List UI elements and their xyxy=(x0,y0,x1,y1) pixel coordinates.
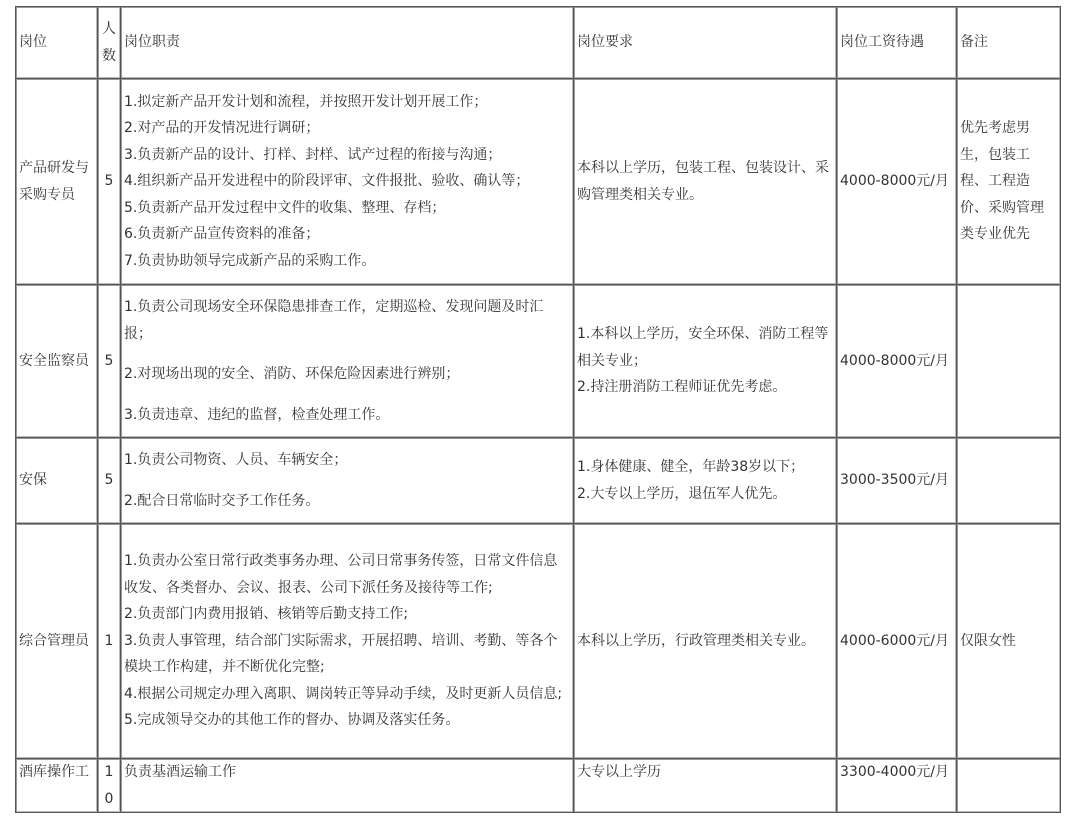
header-remarks: 备注 xyxy=(957,7,1061,79)
salary-cell: 3000-3500元/月 xyxy=(837,438,957,524)
duty-item: 5.完成领导交办的其他工作的督办、协调及落实任务。 xyxy=(124,712,460,729)
duties-cell xyxy=(121,438,574,524)
duty-item: 负责基酒运输工作 xyxy=(124,764,236,780)
requirement-item: 1.本科以上学历，安全环保、消防工程等相关专业； xyxy=(577,326,829,369)
header-position: 岗位 xyxy=(16,7,98,79)
position-cell: 产品研发与采购专员 xyxy=(16,79,98,285)
duty-item: 3.负责新产品的设计、打样、封样、试产过程的衔接与沟通； xyxy=(124,146,502,163)
table-row xyxy=(16,759,1061,813)
header-count: 人数 xyxy=(98,7,121,79)
duty-item: 2.对现场出现的安全、消防、环保危险因素进行辨别； xyxy=(124,366,460,382)
duty-item: 3.负责违章、违纪的监督，检查处理工作。 xyxy=(124,406,390,423)
requirements-cell xyxy=(574,524,837,759)
count-cell: 10 xyxy=(98,759,121,813)
requirements-cell xyxy=(574,759,837,813)
position-cell: 安保 xyxy=(16,438,98,524)
requirement-item: 1.身体健康、健全，年龄38岁以下； xyxy=(577,459,805,475)
duty-item: 2.负责部门内费用报销、核销等后勤支持工作; xyxy=(124,606,409,623)
position-cell: 综合管理员 xyxy=(16,524,98,759)
count-cell: 5 xyxy=(98,79,121,285)
requirements-cell xyxy=(574,285,837,438)
duty-item: 1.负责办公室日常行政类事务办理、公司日常事务传签，日常文件信息收发、各类督办、会议、报表、公司下派任务及接待等工作; xyxy=(124,553,558,596)
salary-cell: 4000-8000元/月 xyxy=(837,79,957,285)
duty-item: 1.负责公司物资、人员、车辆安全； xyxy=(124,452,348,468)
duties-cell xyxy=(121,524,574,759)
duty-item: 7.负责协助领导完成新产品的采购工作。 xyxy=(124,252,376,269)
duties-cell xyxy=(121,285,574,438)
table-row xyxy=(16,79,1061,285)
duties-cell xyxy=(121,79,574,285)
position-cell: 安全监察员 xyxy=(16,285,98,438)
table-row xyxy=(16,438,1061,524)
duty-item: 4.根据公司规定办理入离职、调岗转正等异动手续，及时更新人员信息; xyxy=(124,685,563,702)
duty-item: 2.配合日常临时交予工作任务。 xyxy=(124,492,320,509)
position-cell: 酒库操作工 xyxy=(16,759,98,813)
remarks-cell: 仅限女性 xyxy=(957,524,1061,759)
duty-item: 6.负责新产品宣传资料的准备； xyxy=(124,226,320,243)
duties-cell xyxy=(121,759,574,813)
table-row xyxy=(16,524,1061,759)
salary-cell: 4000-8000元/月 xyxy=(837,285,957,438)
header-duties: 岗位职责 xyxy=(121,7,574,79)
salary-cell: 3300-4000元/月 xyxy=(837,759,957,813)
duty-item: 5.负责新产品开发过程中文件的收集、整理、存档； xyxy=(124,199,446,216)
remarks-cell xyxy=(957,759,1061,813)
duty-item: 4.组织新产品开发进程中的阶段评审、文件报批、验收、确认等； xyxy=(124,173,530,190)
requirement-item: 2.持注册消防工程师证优先考虑。 xyxy=(577,379,787,396)
count-cell: 1 xyxy=(98,524,121,759)
requirement-item: 本科以上学历，包装工程、包装设计、采购管理类相关专业。 xyxy=(577,160,829,203)
requirements-cell xyxy=(574,79,837,285)
requirement-item: 本科以上学历，行政管理类相关专业。 xyxy=(577,632,815,649)
duty-item: 3.负责人事管理，结合部门实际需求，开展招聘、培训、考勤、等各个模块工作构建，并不断优化完整; xyxy=(124,632,558,676)
remarks-cell xyxy=(957,285,1061,438)
duty-item: 1.负责公司现场安全环保隐患排查工作，定期巡检、发现问题及时汇报； xyxy=(124,299,544,342)
job-table xyxy=(15,6,1061,813)
count-cell: 5 xyxy=(98,285,121,438)
header-requirements: 岗位要求 xyxy=(574,7,837,79)
table-row xyxy=(16,285,1061,438)
requirement-item: 大专以上学历 xyxy=(577,764,661,780)
remarks-cell xyxy=(957,438,1061,524)
remarks-cell: 优先考虑男生，包装工程、工程造价、采购管理类专业优先 xyxy=(957,79,1061,285)
requirements-cell xyxy=(574,438,837,524)
header-row xyxy=(16,7,1061,79)
salary-cell: 4000-6000元/月 xyxy=(837,524,957,759)
requirement-item: 2.大专以上学历，退伍军人优先。 xyxy=(577,485,787,502)
duty-item: 2.对产品的开发情况进行调研； xyxy=(124,120,320,137)
count-cell: 5 xyxy=(98,438,121,524)
header-salary: 岗位工资待遇 xyxy=(837,7,957,79)
duty-item: 1.拟定新产品开发计划和流程，并按照开发计划开展工作； xyxy=(124,93,488,110)
